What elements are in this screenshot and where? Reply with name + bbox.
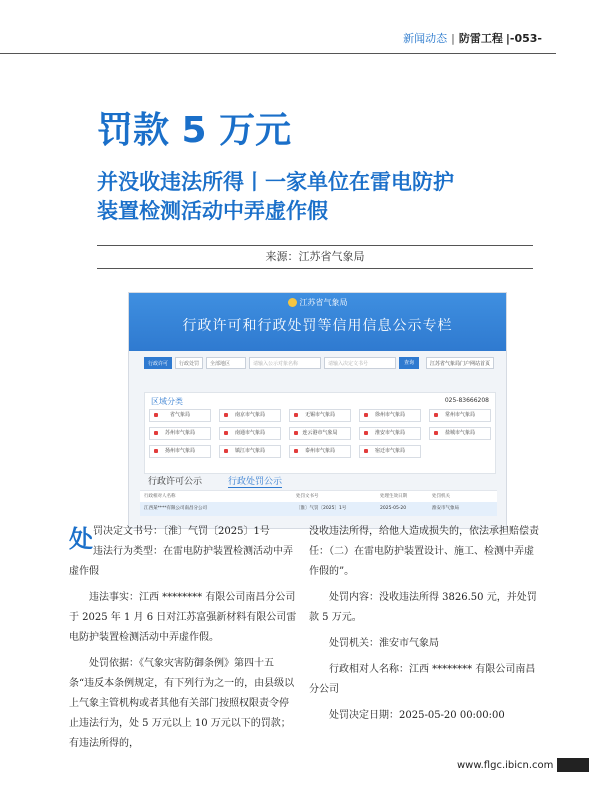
article-title-block [97, 108, 557, 226]
penalty-content: 处罚内容：没收违法所得 3826.50 元，并处罚款 5 万元。 [309, 592, 537, 623]
right-column [309, 522, 539, 726]
region-panel [144, 392, 496, 474]
marker-icon [224, 449, 228, 453]
row-org: 淮安市气象局 [432, 506, 459, 511]
page-number: |-053- [505, 32, 542, 45]
marker-icon [364, 413, 368, 417]
doc-search-input[interactable]: 请输入决定文书号 [324, 357, 396, 369]
marker-icon [294, 449, 298, 453]
region-item[interactable] [149, 445, 211, 458]
marker-icon [224, 413, 228, 417]
region-item[interactable] [289, 445, 351, 458]
region-item-label: 扬州市气象局 [164, 448, 195, 454]
region-select[interactable]: 全部地区 [206, 357, 246, 369]
penalty-basis-cont: 没收违法所得，给他人造成损失的，依法承担赔偿责任：（二）在雷电防护装置设计、施工、检测中弄虚作假的”。 [309, 526, 539, 577]
penalty-authority: 处罚机关：淮安市气象局 [329, 638, 439, 649]
region-item-label: 盐城市气象局 [444, 430, 475, 436]
portal-title: 行政许可和行政处罚等信用信息公示专栏 [182, 318, 453, 334]
region-item[interactable] [149, 427, 211, 440]
tab-penalty-search[interactable]: 行政处罚 [175, 357, 203, 369]
col-doc: 处罚文书号 [296, 494, 319, 499]
header-divider: | [451, 32, 455, 45]
agency-name [129, 297, 506, 308]
marker-icon [364, 449, 368, 453]
region-item[interactable] [429, 409, 491, 422]
penalty-basis: 处罚依据：《气象灾害防御条例》第四十五条“违反本条例规定，有下列行为之一的，由县级以上气象主管机构或者其他有关部门按照权限责令停止违法行为，处 5 万元以上 10 万元以下的罚款；有违法所得的， [69, 658, 295, 749]
region-item-label: 省气象局 [169, 412, 190, 418]
table-row[interactable] [140, 502, 497, 516]
region-item-label: 无锡市气象局 [304, 412, 335, 418]
website-screenshot [128, 292, 507, 529]
tab-penalty[interactable]: 行政处罚公示 [228, 474, 282, 488]
magazine-name: 防雷工程 [458, 32, 503, 45]
col-name: 行政相对人名称 [144, 494, 176, 499]
marker-icon [154, 413, 158, 417]
article-subtitle-line1: 并没收违法所得丨一家单位在雷电防护 [97, 170, 454, 194]
emblem-icon [288, 298, 297, 307]
agency-label: 江苏省气象局 [299, 298, 348, 307]
decision-date: 处罚决定日期：2025-05-20 00:00:00 [329, 710, 505, 721]
marker-icon [294, 431, 298, 435]
violation-facts: 违法事实：江西 ******** 有限公司南昌分公司于 2025 年 1 月 6 日对江苏富强新材料有限公司雷电防护装置检测活动中弄虚作假。 [69, 592, 297, 643]
search-button[interactable]: 查询 [399, 357, 419, 369]
row-name: 江西某****有限公司南昌分公司 [144, 506, 207, 511]
violation-type-cont: 虚作假 [69, 566, 99, 577]
header-text [403, 32, 542, 46]
col-org: 处罚机关 [432, 494, 450, 499]
article-source: 来源：江苏省气象局 [97, 245, 533, 269]
region-item[interactable] [289, 427, 351, 440]
violation-type: 违法行为类型：在雷电防护装置检测活动中弄 [93, 546, 293, 557]
row-date: 2025-05-20 [380, 506, 407, 511]
marker-icon [154, 431, 158, 435]
result-tabs [144, 474, 494, 488]
region-heading: 区域分类 [151, 397, 183, 406]
decision-number: 罚决定文书号：〔淮〕气罚〔2025〕1号 [93, 526, 270, 537]
marker-icon [364, 431, 368, 435]
region-grid [149, 409, 489, 458]
drop-cap: 处 [69, 525, 93, 553]
running-header [0, 26, 556, 54]
marker-icon [294, 413, 298, 417]
region-item-label: 南通市气象局 [234, 430, 265, 436]
tab-license-search[interactable]: 行政许可 [144, 357, 172, 369]
home-link[interactable]: 江苏省气象局门户网站首页 [426, 357, 494, 369]
region-phone: 025-83666208 [444, 397, 489, 404]
search-bar [144, 356, 494, 370]
region-item-label: 连云港市气象局 [302, 430, 338, 436]
region-item-label: 常州市气象局 [444, 412, 475, 418]
footer-url: www.flgc.ibicn.com [457, 760, 554, 771]
region-item[interactable] [219, 409, 281, 422]
counterparty: 行政相对人名称：江西 ******** 有限公司南昌分公司 [309, 664, 536, 695]
region-item-label: 泰州市气象局 [304, 448, 335, 454]
region-item[interactable] [219, 427, 281, 440]
marker-icon [224, 431, 228, 435]
tab-license[interactable]: 行政许可公示 [148, 477, 203, 487]
region-item[interactable] [359, 427, 421, 440]
region-item[interactable] [149, 409, 211, 422]
region-item-label: 淮安市气象局 [374, 430, 405, 436]
article-subtitle-line2: 装置检测活动中弄虚作假 [97, 199, 328, 223]
row-doc: 〔淮〕气罚〔2025〕1号 [296, 506, 347, 511]
marker-icon [154, 449, 158, 453]
marker-icon [434, 431, 438, 435]
region-item[interactable] [219, 445, 281, 458]
region-item-label: 徐州市气象局 [374, 412, 405, 418]
name-search-input[interactable]: 请输入公示对象名称 [249, 357, 321, 369]
marker-icon [434, 413, 438, 417]
region-item-label: 镇江市气象局 [234, 448, 265, 454]
region-item[interactable] [359, 445, 421, 458]
region-item[interactable] [289, 409, 351, 422]
region-item[interactable] [359, 409, 421, 422]
article-title: 罚款 5 万元 [97, 110, 292, 151]
region-item[interactable] [429, 427, 491, 440]
footer-tab [557, 758, 589, 772]
region-item-label: 苏州市气象局 [164, 430, 195, 436]
region-item-label: 南京市气象局 [234, 412, 265, 418]
col-date: 处理生效日期 [380, 494, 407, 499]
region-item-label: 宿迁市气象局 [374, 448, 405, 454]
section-label: 新闻动态 [403, 32, 448, 45]
portal-banner [129, 293, 506, 351]
left-column [69, 522, 297, 754]
